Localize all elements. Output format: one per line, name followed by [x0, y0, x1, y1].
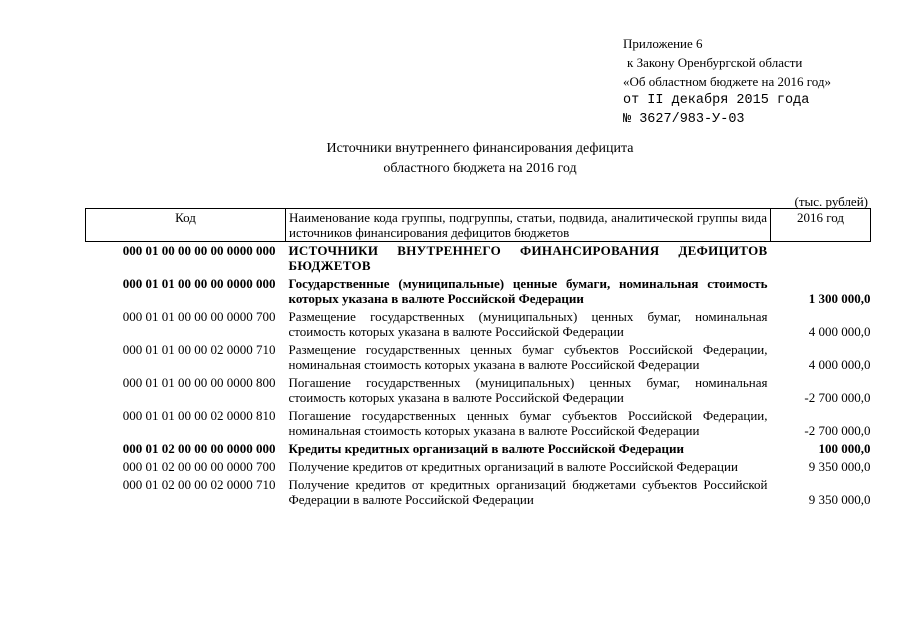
appendix-block [623, 34, 831, 129]
appendix-date: от II декабря 2015 года [623, 93, 810, 108]
document-title-line-2: областного бюджета на 2016 год [383, 161, 577, 176]
units-label: (тыс. рублей) [794, 194, 868, 209]
document-title [280, 139, 680, 179]
row-code: 000 01 01 00 00 00 0000 000 [122, 276, 276, 291]
appendix-law-title: «Об областном бюджете на 2016 год» [623, 74, 831, 89]
financing-sources-table [85, 208, 871, 509]
row-amount [771, 242, 871, 276]
row-code: 000 01 01 00 00 02 0000 710 [122, 342, 276, 357]
row-amount: 4 000 000,0 [808, 357, 871, 372]
row-code: 000 01 01 00 00 00 0000 800 [122, 375, 276, 390]
row-amount: 9 350 000,0 [808, 492, 871, 507]
row-code: 000 01 02 00 00 02 0000 710 [122, 477, 276, 492]
row-name: Погашение государственных (муниципальных) ценных бумаг, номинальная стоимость которых указана в валюте Российской Федерации [288, 375, 768, 405]
table-row [86, 407, 871, 440]
table-row [86, 458, 871, 476]
row-name: Получение кредитов от кредитных организаций в валюте Российской Федерации [288, 459, 738, 474]
row-amount: -2 700 000,0 [804, 423, 871, 438]
row-name: ИСТОЧНИКИ ВНУТРЕННЕГО ФИНАНСИРОВАНИЯ ДЕФИЦИТОВ БЮДЖЕТОВ [288, 243, 768, 273]
row-amount: 1 300 000,0 [808, 291, 871, 306]
table-row [86, 275, 871, 308]
table-row [86, 476, 871, 509]
appendix-law-ref: к Закону Оренбургской области [627, 55, 803, 70]
table-row [86, 242, 871, 276]
table-row [86, 341, 871, 374]
table-body [86, 242, 871, 510]
appendix-number: Приложение 6 [623, 36, 703, 51]
header-name: Наименование кода группы, подгруппы, статьи, подвида, аналитической группы вида источников финансирования дефицитов бюджетов [286, 209, 771, 242]
row-name: Получение кредитов от кредитных организаций бюджетами субъектов Российской Федерации в валюте Российской Федерации [288, 477, 768, 507]
row-amount: 4 000 000,0 [808, 324, 871, 339]
header-code: Код [86, 209, 286, 242]
table-row [86, 440, 871, 458]
row-name: Размещение государственных (муниципальных) ценных бумаг, номинальная стоимость которых указана в валюте Российской Федерации [288, 309, 768, 339]
row-name: Погашение государственных ценных бумаг субъектов Российской Федерации, номинальная стоимость которых указана в валюте Российской Федерации [288, 408, 768, 438]
row-code: 000 01 01 00 00 02 0000 810 [122, 408, 276, 423]
row-code: 000 01 00 00 00 00 0000 000 [122, 243, 276, 258]
row-amount: 100 000,0 [818, 441, 871, 456]
header-year: 2016 год [771, 209, 871, 242]
table-row [86, 374, 871, 407]
row-code: 000 01 01 00 00 00 0000 700 [122, 309, 276, 324]
row-name: Размещение государственных ценных бумаг субъектов Российской Федерации, номинальная стоимость которых указана в валюте Российской Федерации [288, 342, 768, 372]
document-title-line-1: Источники внутреннего финансирования дефицита [326, 141, 634, 156]
table-row [86, 308, 871, 341]
row-code: 000 01 02 00 00 00 0000 700 [122, 459, 276, 474]
row-amount: -2 700 000,0 [804, 390, 871, 405]
appendix-law-number: № 3627/983-У-03 [623, 112, 745, 127]
row-code: 000 01 02 00 00 00 0000 000 [122, 441, 276, 456]
row-name: Государственные (муниципальные) ценные бумаги, номинальная стоимость которых указана в валюте Российской Федерации [288, 276, 768, 306]
row-name: Кредиты кредитных организаций в валюте Российской Федерации [288, 441, 684, 456]
table-header [86, 209, 871, 242]
row-amount: 9 350 000,0 [808, 459, 871, 474]
